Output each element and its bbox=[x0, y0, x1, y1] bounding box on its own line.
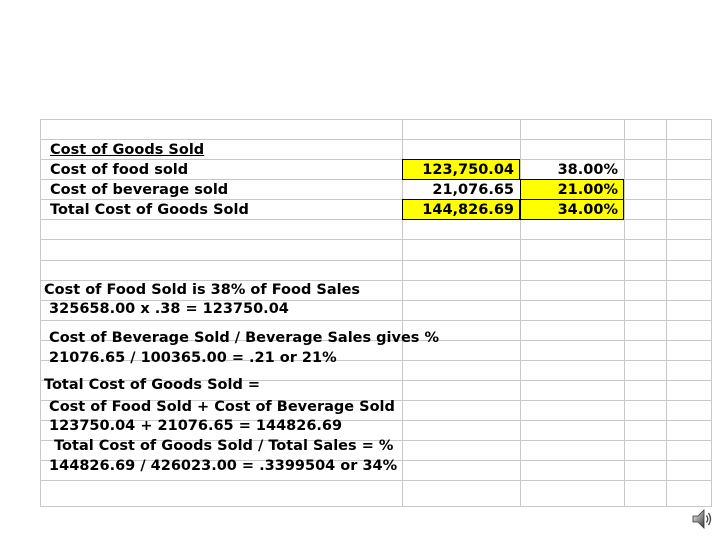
row-percent: 21.00% bbox=[557, 182, 618, 198]
row-label: Cost of food sold bbox=[50, 162, 189, 178]
note-line: 144826.69 / 426023.00 = .3399504 or 34% bbox=[44, 458, 398, 474]
row-label: Total Cost of Goods Sold bbox=[50, 202, 249, 218]
note-line: Total Cost of Goods Sold / Total Sales = % bbox=[44, 438, 394, 454]
note-line: Cost of Beverage Sold / Beverage Sales gives % bbox=[44, 330, 440, 346]
grid-hline bbox=[40, 260, 712, 261]
grid-vline bbox=[711, 119, 712, 507]
grid-hline bbox=[40, 320, 712, 321]
note-line: Cost of Food Sold + Cost of Beverage Sold bbox=[44, 399, 395, 415]
speaker-icon[interactable] bbox=[690, 507, 714, 531]
note-line: Total Cost of Goods Sold = bbox=[44, 377, 261, 393]
note-line: 21076.65 / 100365.00 = .21 or 21% bbox=[44, 350, 337, 366]
grid-vline bbox=[40, 119, 41, 507]
note-line: 123750.04 + 21076.65 = 144826.69 bbox=[44, 418, 343, 434]
grid-hline bbox=[40, 506, 712, 507]
row-percent: 38.00% bbox=[557, 162, 618, 178]
row-label: Cost of beverage sold bbox=[50, 182, 229, 198]
grid-hline bbox=[40, 239, 712, 240]
row-amount: 21,076.65 bbox=[432, 182, 514, 198]
note-line: Cost of Food Sold is 38% of Food Sales bbox=[44, 282, 361, 298]
row-amount: 144,826.69 bbox=[422, 202, 514, 218]
grid-hline bbox=[40, 119, 712, 120]
note-line: 325658.00 x .38 = 123750.04 bbox=[44, 301, 289, 317]
section-title: Cost of Goods Sold bbox=[50, 142, 205, 158]
grid-vline bbox=[666, 119, 667, 507]
row-percent: 34.00% bbox=[557, 202, 618, 218]
grid-hline bbox=[40, 480, 712, 481]
grid-vline bbox=[624, 119, 625, 507]
row-amount: 123,750.04 bbox=[422, 162, 514, 178]
spreadsheet bbox=[40, 119, 712, 507]
